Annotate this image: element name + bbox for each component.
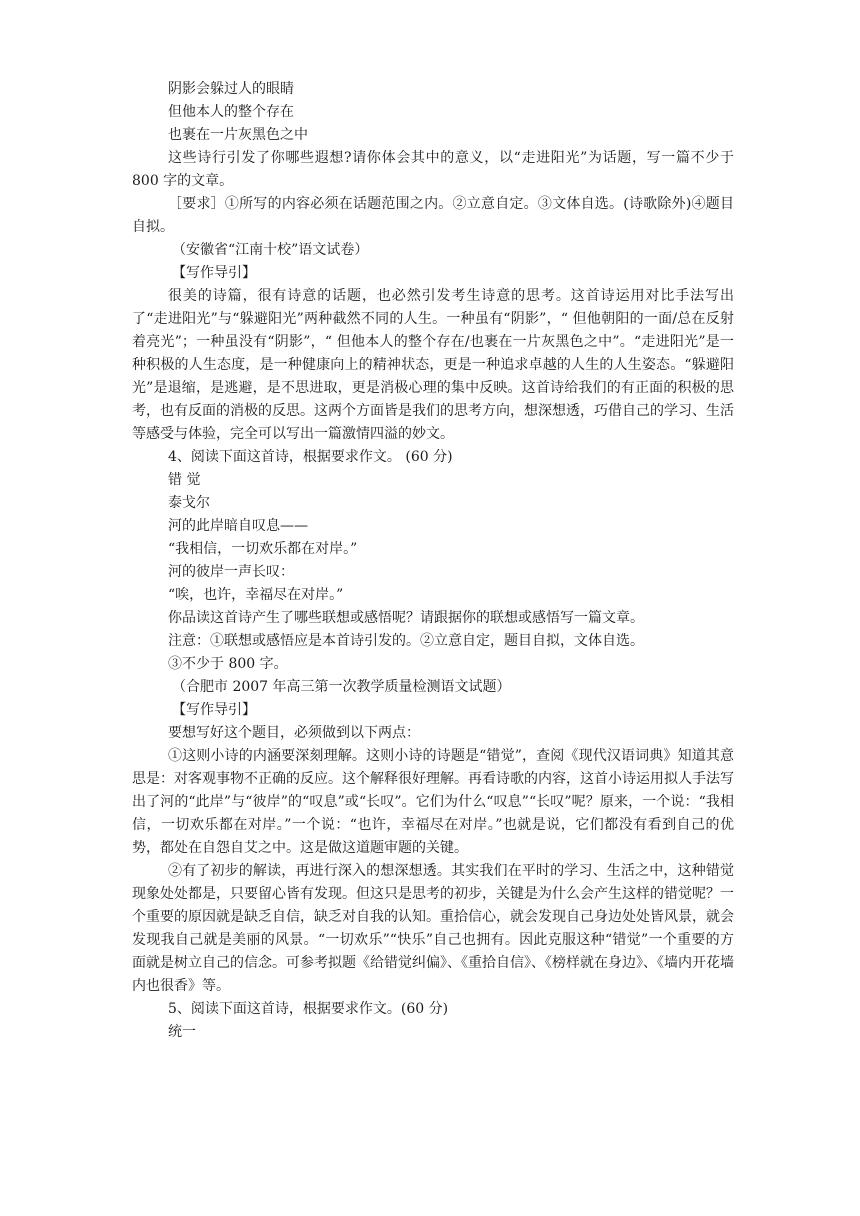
source-note: （安徽省“江南十校”语文试卷） — [172, 242, 369, 258]
poem-author: 泰戈尔 — [168, 495, 210, 511]
section-heading: 【写作导引】 — [172, 265, 256, 281]
guide-paragraph: ①这则小诗的内涵要深刻理解。这则小诗的诗题是“错觉”，查阅《现代汉语词典》知道其意思是：对客观事物不正确的反应。这个解释很好理解。再看诗歌的内容，这首小诗运用拟人手法写出了河的“此岸”与“彼岸”的“叹息”或“长叹”。它们为什么“叹息”“长叹”呢？原来，一个说：“我相信，一切欢乐都在对岸。”一个说：“也许，幸福尽在对岸。”也就是说，它们都没有看到自己的优势，都处在自怨自艾之中。这是做这道题审题的关键。 — [132, 748, 734, 856]
requirements-paragraph: ③不少于 800 字。 — [168, 656, 288, 672]
poem-line: 河的此岸暗自叹息—— — [168, 518, 308, 534]
poem-line: “我相信，一切欢乐都在对岸。” — [168, 541, 358, 557]
guide-paragraph: 要想写好这个题目，必须做到以下两点： — [168, 725, 420, 741]
poem-line: 也裹在一片灰黑色之中 — [168, 127, 308, 143]
poem-line: 但他本人的整个存在 — [168, 104, 294, 120]
poem-line: 阴影会躲过人的眼睛 — [168, 81, 294, 97]
guide-paragraph: ②有了初步的解读，再进行深入的想深想透。其实我们在平时的学习、生活之中，这种错觉现象处处都是，只要留心皆有发现。但这只是思考的初步，关键是为什么会产生这样的错觉呢？一个重要的原因就是缺乏自信，缺乏对自我的认知。重拾信心，就会发现自己身边处处皆风景，就会发现我自己就是美丽的风景。“一切欢乐”“快乐”自己也拥有。因此克服这种“错觉”一个重要的方面就是树立自己的信念。可参考拟题《给错觉纠偏》、《重拾自信》、《榜样就在身边》、《墙内开花墙内也很香》等。 — [132, 863, 734, 994]
poem-line: “唉，也许，幸福尽在对岸。” — [168, 587, 344, 603]
document-body — [132, 78, 734, 1044]
question-heading: 4、阅读下面这首诗，根据要求作文。 (60 分) — [168, 449, 453, 465]
poem-title: 错 觉 — [168, 472, 201, 488]
section-heading: 【写作导引】 — [172, 702, 256, 718]
question-heading: 5、阅读下面这首诗，根据要求作文。(60 分) — [168, 1001, 449, 1017]
poem-line: 河的彼岸一声长叹： — [168, 564, 294, 580]
guide-paragraph: 很美的诗篇，很有诗意的话题，也必然引发考生诗意的思考。这首诗运用对比手法写出了“走进阳光”与“躲避阳光”两种截然不同的人生。一种虽有“阴影”，“ 但他朝阳的一面/总在反射着亮光”；一种虽没有“阴影”，“ 但他本人的整个存在/也裹在一片灰黑色之中”。“走进阳光”是一种积极的人生态度，是一种健康向上的精神状态，更是一种追求卓越的人生的人生姿态。“躲避阳光”是退缩，是逃避，是不思进取，更是消极心理的集中反映。这首诗给我们的有正面的积极的思考，也有反面的消极的反思。这两个方面皆是我们的思考方向，想深想透，巧借自己的学习、生活等感受与体验，完全可以写出一篇激情四溢的妙文。 — [132, 288, 734, 442]
requirements-paragraph: 注意：①联想或感悟应是本首诗引发的。②立意自定，题目自拟，文体自选。 — [168, 633, 644, 649]
requirements-paragraph: ［要求］①所写的内容必须在话题范围之内。②立意自定。③文体自选。(诗歌除外)④题目自拟。 — [132, 196, 734, 235]
poem-title: 统一 — [168, 1024, 196, 1040]
prompt-paragraph: 你品读这首诗产生了哪些联想或感悟呢？请跟据你的联想或感悟写一篇文章。 — [168, 610, 644, 626]
prompt-paragraph: 这些诗行引发了你哪些遐想?请你体会其中的意义，以“走进阳光”为话题，写一篇不少于 800 字的文章。 — [132, 150, 734, 189]
source-note: （合肥市 2007 年高三第一次教学质量检测语文试题） — [172, 679, 511, 695]
